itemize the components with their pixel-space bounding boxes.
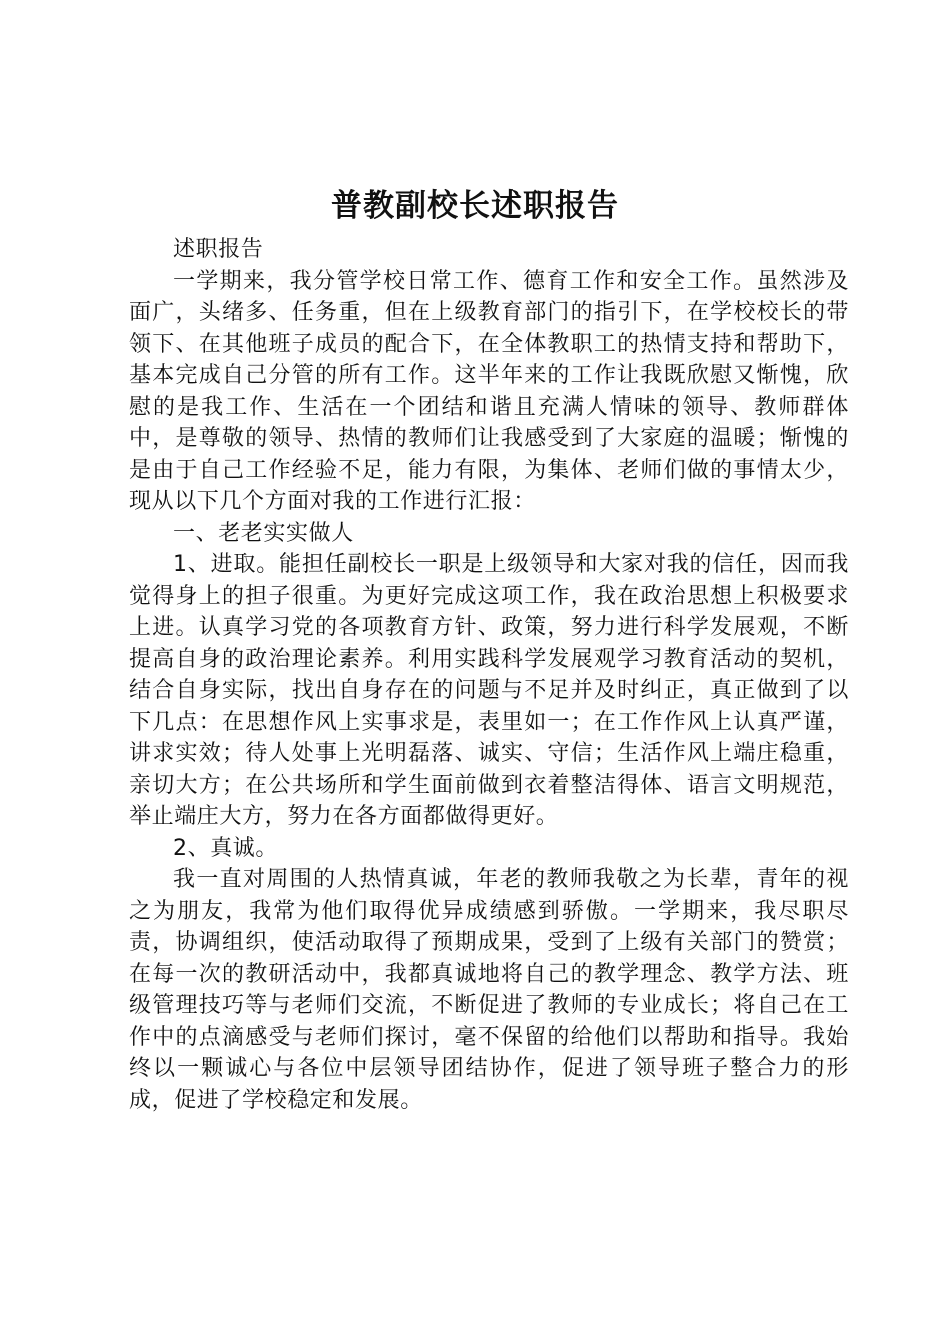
paragraph-sincerity: 我一直对周围的人热情真诚，年老的教师我敬之为长辈，青年的视之为朋友，我常为他们取得优异成绩感到骄傲。一学期来，我尽职尽责，协调组织，使活动取得了预期成果，受到了上级有关部门的赞赏；在每一次的教研活动中，我都真诚地将自己的教学理念、教学方法、班级管理技巧等与老师们交流，不断促进了教师的专业成长；将自己在工作中的点滴感受与老师们探讨，毫不保留的给他们以帮助和指导。我始终以一颗诚心与各位中层领导团结协作，促进了领导班子整合力的形成，促进了学校稳定和发展。 bbox=[129, 867, 849, 1113]
document-body bbox=[129, 234, 849, 1116]
document-title: 普教副校长述职报告 bbox=[331, 188, 619, 224]
paragraph-progress: 1、进取。能担任副校长一职是上级领导和大家对我的信任，因而我觉得身上的担子很重。为更好完成这项工作，我在政治思想上积极要求上进。认真学习党的各项教育方针、政策，努力进行科学发展观，不断提高自身的政治理论素养。利用实践科学发展观学习教育活动的契机，结合自身实际，找出自身存在的问题与不足并及时纠正，真正做到了以下几点：在思想作风上实事求是，表里如一；在工作作风上认真严谨，讲求实效；待人处事上光明磊落、诚实、守信；生活作风上端庄稳重，亲切大方；在公共场所和学生面前做到衣着整洁得体、语言文明规范，举止端庄大方，努力在各方面都做得更好。 bbox=[129, 552, 849, 829]
paragraph-heading-report: 述职报告 bbox=[173, 237, 264, 262]
section-heading-1: 一、老老实实做人 bbox=[173, 520, 354, 546]
subheading-sincerity: 2、真诚。 bbox=[173, 835, 278, 861]
paragraph-intro: 一学期来，我分管学校日常工作、德育工作和安全工作。虽然涉及面广，头绪多、任务重，但在上级教育部门的指引下，在学校校长的带领下、在其他班子成员的配合下，在全体教职工的热情支持和帮助下，基本完成自己分管的所有工作。这半年来的工作让我既欣慰又惭愧，欣慰的是我工作、生活在一个团结和谐且充满人情味的领导、教师群体中，是尊敬的领导、热情的教师们让我感受到了大家庭的温暖；惭愧的是由于自己工作经验不足，能力有限，为集体、老师们做的事情太少，现从以下几个方面对我的工作进行汇报： bbox=[129, 268, 849, 514]
